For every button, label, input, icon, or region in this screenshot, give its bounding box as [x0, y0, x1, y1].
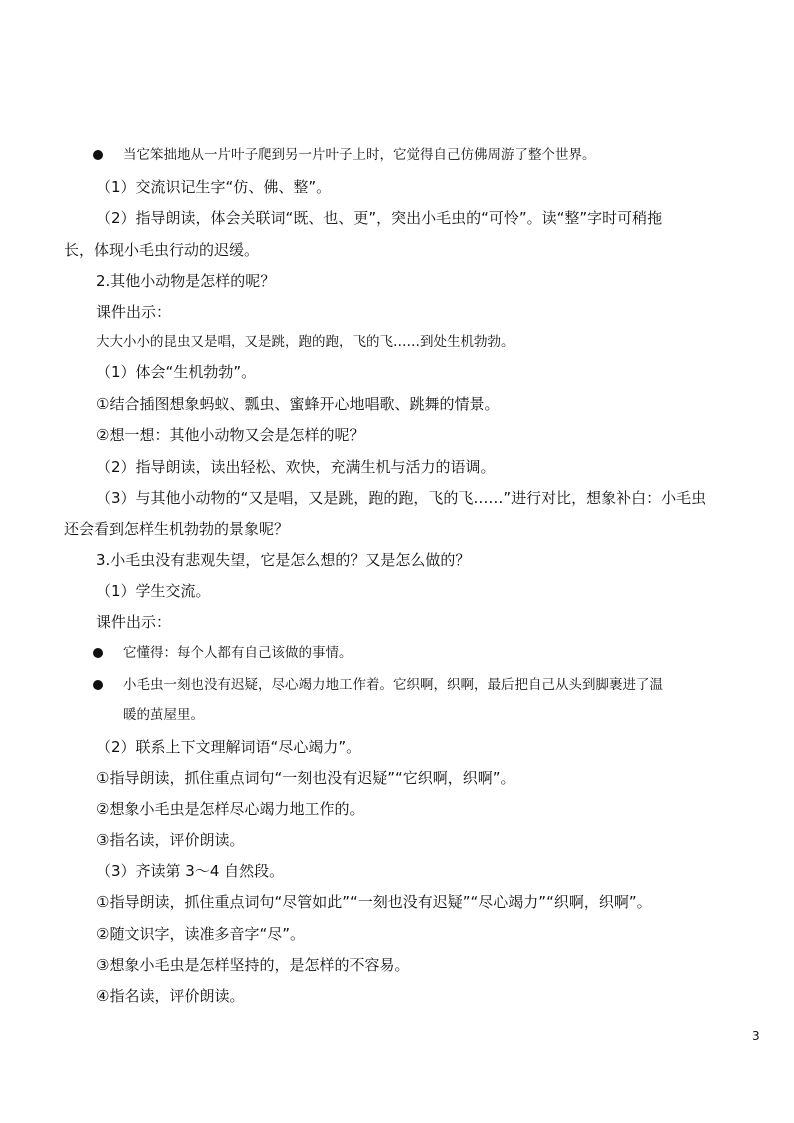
paragraph-line: 长，体现小毛虫行动的迟缓。: [64, 241, 260, 259]
paragraph-line: ①结合插图想象蚂蚁、瓢虫、蜜蜂开心地唱歌、跳舞的情景。: [96, 395, 500, 413]
bullet-text: 它懂得：每个人都有自己该做的事情。: [123, 645, 353, 661]
bullet-text: 小毛虫一刻也没有迟疑，尽心竭力地工作着。它织啊，织啊，最后把自己从头到脚裹进了温: [123, 677, 663, 693]
courseware-quote: 大大小小的昆虫又是唱，又是跳，跑的跑，飞的飞……到处生机勃勃。: [96, 334, 515, 350]
paragraph-line: ②想一想：其他小动物又会是怎样的呢？: [96, 426, 365, 444]
bullet-text-continuation: 暖的茧屋里。: [123, 707, 204, 723]
paragraph-line: ③指名读，评价朗读。: [96, 831, 245, 849]
bullet-dot-icon: [93, 680, 103, 690]
courseware-label: 课件出示：: [96, 303, 172, 321]
paragraph-line: ②随文识字，读准多音字“尽”。: [96, 925, 305, 943]
paragraph-line: （1）体会“生机勃勃”。: [96, 363, 257, 381]
paragraph-line: （2）指导朗读，体会关联词“既、也、更”，突出小毛虫的“可怜”。读“整”字时可稍拖: [96, 209, 663, 227]
courseware-label: 课件出示：: [96, 613, 172, 631]
bullet-text: 当它笨拙地从一片叶子爬到另一片叶子上时，它觉得自己仿佛周游了整个世界。: [123, 147, 596, 163]
paragraph-line: （3）与其他小动物的“又是唱，又是跳，跑的跑，飞的飞……”进行对比，想象补白：小毛虫: [96, 489, 707, 507]
paragraph-line: ①指导朗读，抓住重点词句“一刻也没有迟疑”“它织啊，织啊”。: [96, 769, 516, 787]
paragraph-line: （1）学生交流。: [96, 582, 211, 600]
paragraph-line: （2）联系上下文理解词语“尽心竭力”。: [96, 738, 362, 756]
page-number: 3: [752, 1029, 760, 1043]
paragraph-line: （1）交流识记生字“仿、佛、整”。: [96, 178, 332, 196]
paragraph-line: ②想象小毛虫是怎样尽心竭力地工作的。: [96, 800, 365, 818]
bullet-dot-icon: [93, 150, 103, 160]
paragraph-line: ③想象小毛虫是怎样坚持的，是怎样的不容易。: [96, 956, 410, 974]
bullet-dot-icon: [93, 648, 103, 658]
paragraph-line: （2）指导朗读，读出轻松、欢快，充满生机与活力的语调。: [96, 458, 496, 476]
section-question: 2.其他小动物是怎样的呢？: [96, 272, 276, 290]
paragraph-line: ④指名读，评价朗读。: [96, 987, 245, 1005]
section-question: 3.小毛虫没有悲观失望，它是怎么想的？又是怎么做的？: [96, 551, 471, 569]
paragraph-line: ①指导朗读，抓住重点词句“尽管如此”“一刻也没有迟疑”“尽心竭力”“织啊，织啊”。: [96, 893, 652, 911]
paragraph-line: 还会看到怎样生机勃勃的景象呢？: [64, 520, 290, 538]
paragraph-line: （3）齐读第 3～4 自然段。: [96, 862, 285, 880]
